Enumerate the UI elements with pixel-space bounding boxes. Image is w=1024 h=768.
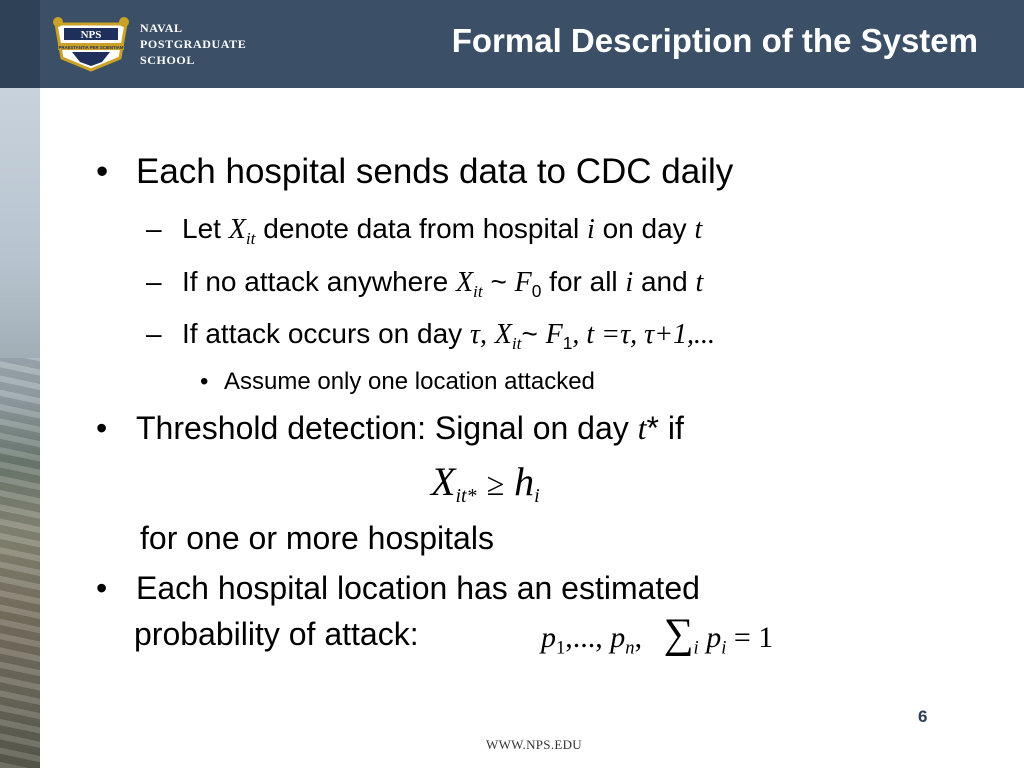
eq2-sub-i: i (721, 637, 727, 659)
sub-bullet-attack: – If attack occurs on day τ, $X_{it}\sim$ $F_1$, t =τ, τ+1,... (146, 318, 716, 354)
sub-bullet-let: – Let $X_{it}$ denote data from hospital i on day t (146, 213, 703, 249)
math-sub-0: 0 (531, 281, 542, 302)
text-attack-occurs: If attack occurs on day (182, 318, 463, 349)
bullet-threshold (96, 410, 684, 447)
eq2-p: p (541, 621, 556, 654)
eq2-dots: ,..., (565, 621, 603, 654)
page-number: 6 (918, 707, 928, 726)
equation-threshold (431, 458, 540, 508)
math-tau: τ, (469, 319, 487, 350)
logo-motto: PRAESTANTIA PER SCIENTIAM (58, 45, 124, 50)
math-f: F (545, 319, 563, 350)
math-sub-it: it (473, 282, 483, 302)
math-i: i (587, 214, 595, 245)
campus-photo-strip (0, 88, 40, 768)
eq2-sub-n: n (625, 637, 635, 659)
bullet-text: Each hospital sends data to CDC daily (136, 152, 734, 191)
logo-nps-text: NPS (80, 29, 102, 41)
text-star-if: * if (646, 410, 684, 446)
math-t: t (637, 410, 647, 446)
eq-x: X (431, 459, 456, 504)
text-one-or-more: for one or more hospitals (140, 520, 494, 556)
math-tail: , t =τ, τ+1,... (572, 319, 716, 350)
text-tilde: ~ (490, 266, 507, 297)
eq-h-sub: i (534, 485, 540, 507)
math-t: t (695, 267, 704, 298)
math-sub-it: it (511, 334, 522, 354)
math-t: t (694, 214, 703, 245)
nps-logo (50, 14, 132, 72)
text-onday: on day (602, 213, 687, 244)
bullet-hospital-data (96, 152, 733, 192)
text-estimated: Each hospital location has an estimated (136, 570, 700, 606)
eq-h: h (514, 459, 535, 504)
school-line-3: SCHOOL (140, 53, 195, 67)
bullet-dot: • (96, 570, 108, 606)
math-sub-it: it (245, 229, 256, 249)
text-let: Let (182, 213, 221, 244)
eq-sub: it* (455, 485, 477, 507)
text-denote: denote data from hospital (263, 213, 580, 244)
text-probability-of-attack: probability of attack: (134, 616, 419, 652)
eq-geq: ≥ (486, 466, 505, 502)
math-x: X (455, 267, 474, 298)
sub-bullet-no-attack: – If no attack anywhere $X_{it}$ ~ $F_0$ for all i and t (146, 266, 704, 302)
header-corner (0, 0, 40, 88)
eq2-equals: = 1 (733, 621, 774, 654)
math-i: i (625, 267, 634, 298)
math-x: X (494, 319, 512, 350)
eq2-p: p (706, 621, 722, 654)
slide-header (0, 0, 1024, 88)
school-name (140, 20, 246, 68)
equation-probabilities (541, 610, 773, 660)
text-tilde: ~ (521, 318, 538, 349)
eq2-comma: , (634, 621, 643, 654)
footer-url: WWW.NPS.EDU (486, 737, 582, 752)
school-line-1: NAVAL (140, 21, 183, 35)
bullet-dot: • (96, 152, 109, 191)
text-threshold: Threshold detection: Signal on day (136, 410, 629, 446)
text-one-location: Assume only one location attacked (224, 368, 595, 395)
bullet-probability (96, 570, 700, 607)
math-x: X (228, 214, 246, 245)
school-line-2: POSTGRADUATE (140, 37, 247, 51)
text-and: and (640, 266, 688, 297)
text-forall: for all (549, 266, 618, 297)
eq2-sub-1: 1 (556, 637, 566, 659)
eq2-p: p (610, 621, 626, 654)
bullet-dot: • (96, 410, 108, 446)
math-f: F (514, 267, 532, 298)
eq2-sum-sub: i (693, 637, 699, 659)
slide-title: Formal Description of the System (451, 22, 978, 59)
eq2-sum: ∑ (663, 611, 694, 657)
math-sub-1: 1 (562, 333, 573, 354)
sub-sub-bullet-one-location: • Assume only one location attacked (200, 368, 595, 395)
text-no-attack: If no attack anywhere (182, 266, 449, 297)
